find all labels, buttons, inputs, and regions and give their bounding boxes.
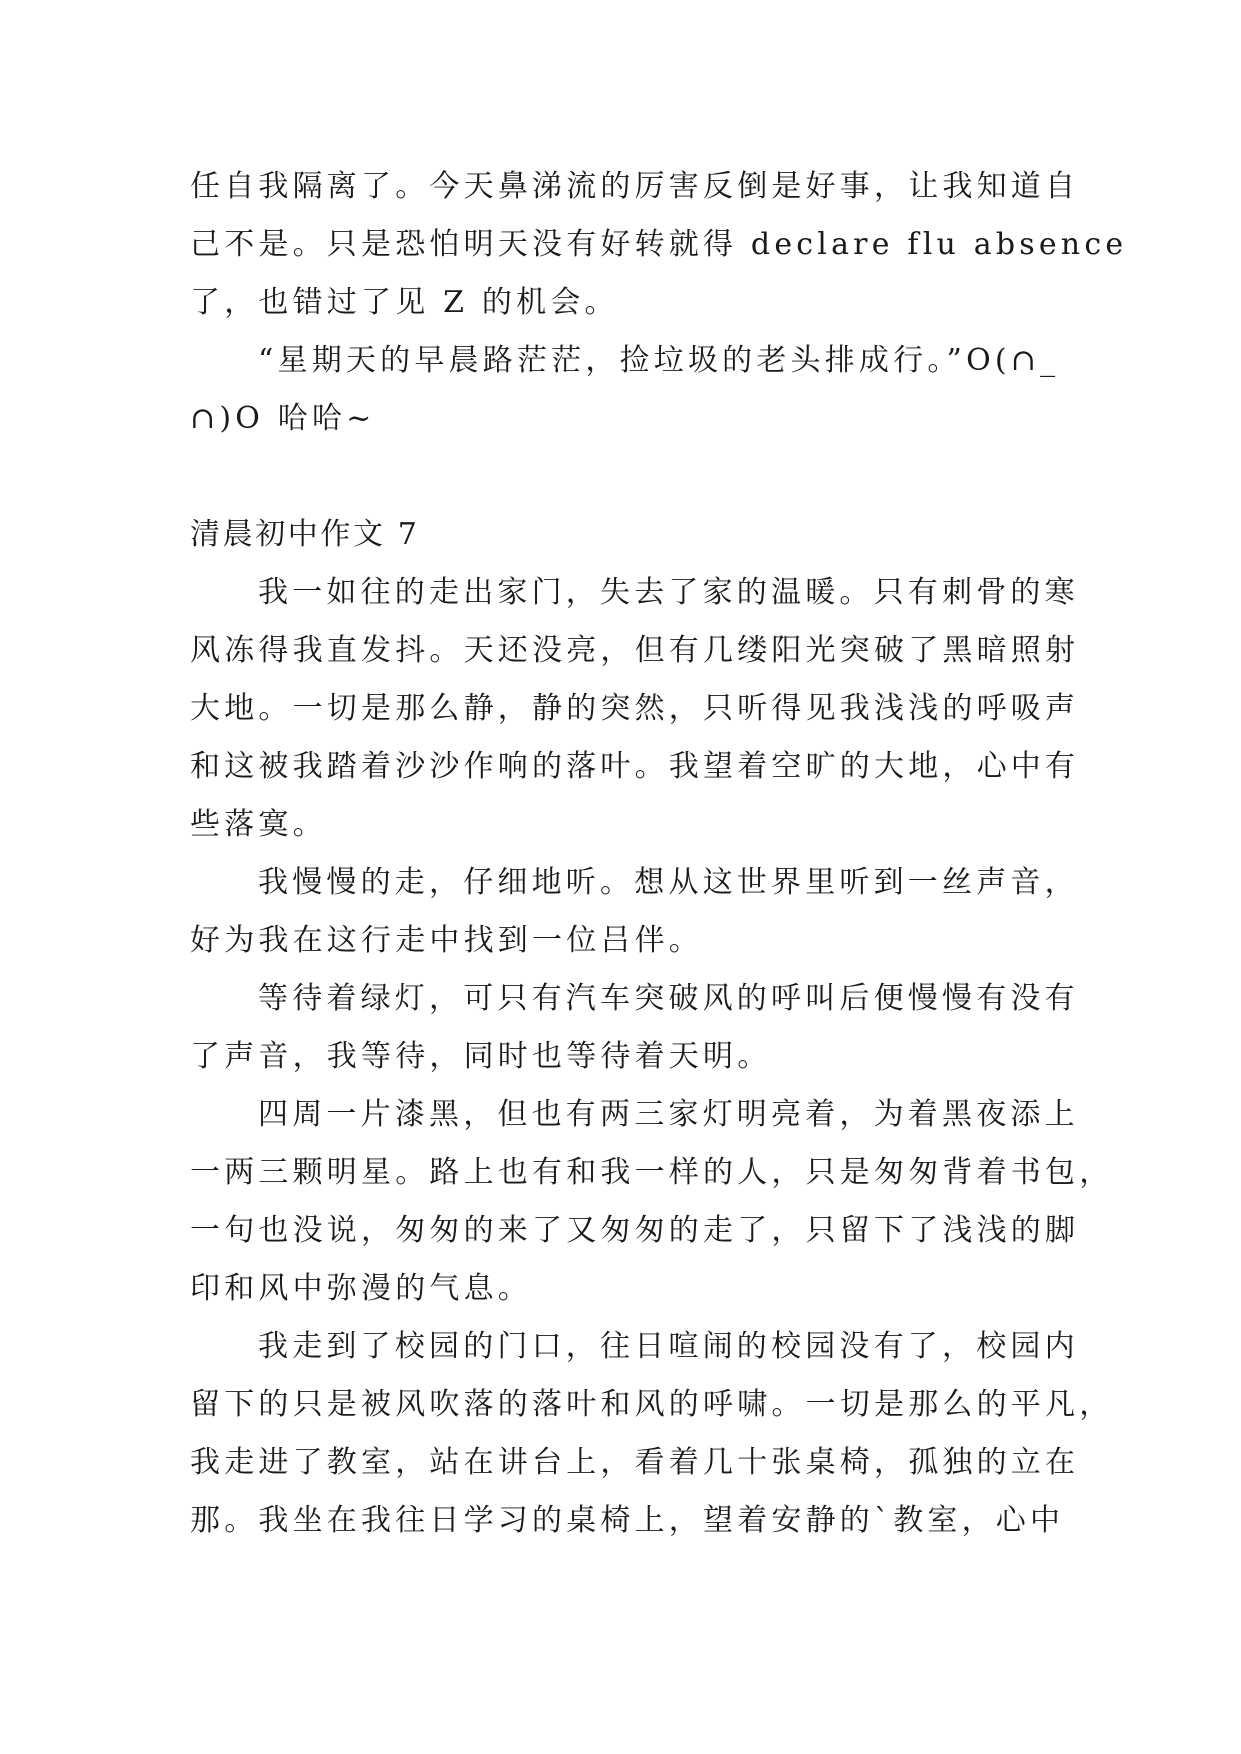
text-line: 大地。一切是那么静，静的突然，只听得见我浅浅的呼吸声 [190,691,1080,726]
text-line: 等待着绿灯，可只有汽车突破风的呼叫后便慢慢有没有 [258,981,1079,1016]
text-line: 了，也错过了见 Z 的机会。 [190,285,619,320]
text-line: 我慢慢的走，仔细地听。想从这世界里听到一丝声音， [258,865,1079,900]
text-line: 己不是。只是恐怕明天没有好转就得 declare flu absence [190,227,1128,262]
document-body [190,158,1128,1550]
text-line: 一句也没说，匆匆的来了又匆匆的走了，只留下了浅浅的脚 [190,1213,1080,1248]
text-line: “星期天的早晨路茫茫，捡垃圾的老头排成行。”O(∩_ [258,343,1060,378]
text-line: 和这被我踏着沙沙作响的落叶。我望着空旷的大地，心中有 [190,749,1080,784]
text-line: 一两三颗明星。路上也有和我一样的人，只是匆匆背着书包， [190,1155,1114,1190]
text-line: 我走到了校园的门口，往日喧闹的校园没有了，校园内 [258,1329,1079,1364]
text-line: 四周一片漆黑，但也有两三家灯明亮着，为着黑夜添上 [258,1097,1079,1132]
text-line: 些落寞。 [190,807,327,842]
text-line: 留下的只是被风吹落的落叶和风的呼啸。一切是那么的平凡， [190,1387,1114,1422]
text-line: 那。我坐在我往日学习的桌椅上，望着安静的`教室，心中 [190,1503,1065,1538]
paragraph-gap [190,448,1070,506]
section-heading: 清晨初中作文 7 [190,517,420,552]
text-line: 了声音，我等待，同时也等待着天明。 [190,1039,772,1074]
text-line: 风冻得我直发抖。天还没亮，但有几缕阳光突破了黑暗照射 [190,633,1080,668]
text-line: 我一如往的走出家门，失去了家的温暖。只有刺骨的寒 [258,575,1079,610]
text-line: 好为我在这行走中找到一位吕伴。 [190,923,703,958]
text-line: ∩)O 哈哈~ [190,401,376,436]
text-line: 任自我隔离了。今天鼻涕流的厉害反倒是好事，让我知道自 [190,169,1080,204]
text-line: 我走进了教室，站在讲台上，看着几十张桌椅，孤独的立在 [190,1445,1080,1480]
text-line: 印和风中弥漫的气息。 [190,1271,532,1306]
